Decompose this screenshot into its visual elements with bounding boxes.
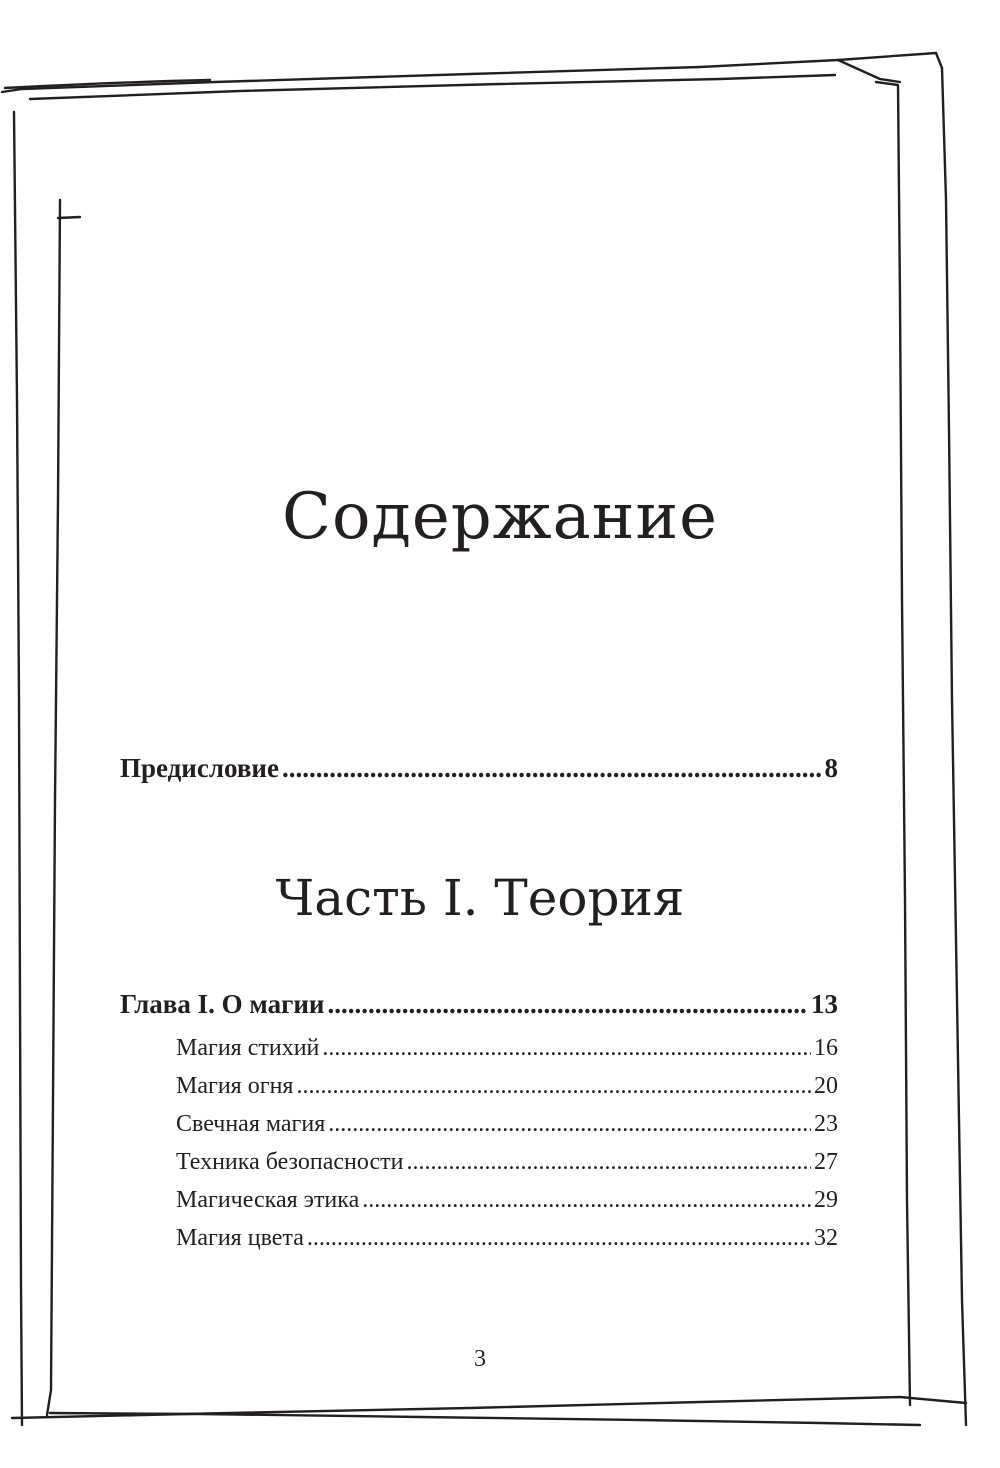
- toc-entry-page: 16: [814, 1035, 838, 1061]
- toc-entry-section[interactable]: [176, 1181, 838, 1219]
- toc-entry-section[interactable]: [176, 1143, 838, 1181]
- toc-entry-label: Техника безопасности: [176, 1149, 404, 1175]
- dot-leader: [362, 1181, 811, 1219]
- part-title: Часть I. Теория: [275, 869, 685, 927]
- dot-leader: [327, 984, 808, 1024]
- toc-entry-page: 20: [814, 1073, 838, 1099]
- dot-leader: [296, 1067, 811, 1105]
- toc-entry-section[interactable]: [176, 1219, 838, 1257]
- toc-entry-page: 13: [811, 989, 838, 1019]
- toc-entry-section[interactable]: [176, 1029, 838, 1067]
- toc-entry-label: Магия стихий: [176, 1035, 320, 1061]
- toc-entry-section[interactable]: [176, 1067, 838, 1105]
- toc-entry-label: Свечная магия: [176, 1111, 326, 1137]
- toc-entry-label: Магия огня: [176, 1073, 294, 1099]
- page-number: 3: [474, 1346, 486, 1372]
- toc-entry-label: Глава I. О магии: [120, 989, 325, 1019]
- dot-leader: [322, 1029, 811, 1067]
- toc-entry-chapter[interactable]: [120, 984, 838, 1024]
- toc-entry-page: 29: [814, 1187, 838, 1213]
- toc-entry-page: 8: [824, 753, 838, 783]
- dot-leader: [328, 1105, 811, 1143]
- toc-entry-section[interactable]: [176, 1105, 838, 1143]
- toc-entry-page: 23: [814, 1111, 838, 1137]
- dot-leader: [406, 1143, 811, 1181]
- toc-entry-page: 27: [814, 1149, 838, 1175]
- page-title: Содержание: [282, 480, 718, 554]
- toc-entry-label: Магическая этика: [176, 1187, 360, 1213]
- toc-entry-label: Предисловие: [120, 753, 279, 783]
- dot-leader: [282, 748, 822, 788]
- toc-entry-preface[interactable]: [120, 748, 838, 788]
- toc-entry-label: Магия цвета: [176, 1225, 304, 1251]
- dot-leader: [307, 1219, 811, 1257]
- toc-entry-page: 32: [814, 1225, 838, 1251]
